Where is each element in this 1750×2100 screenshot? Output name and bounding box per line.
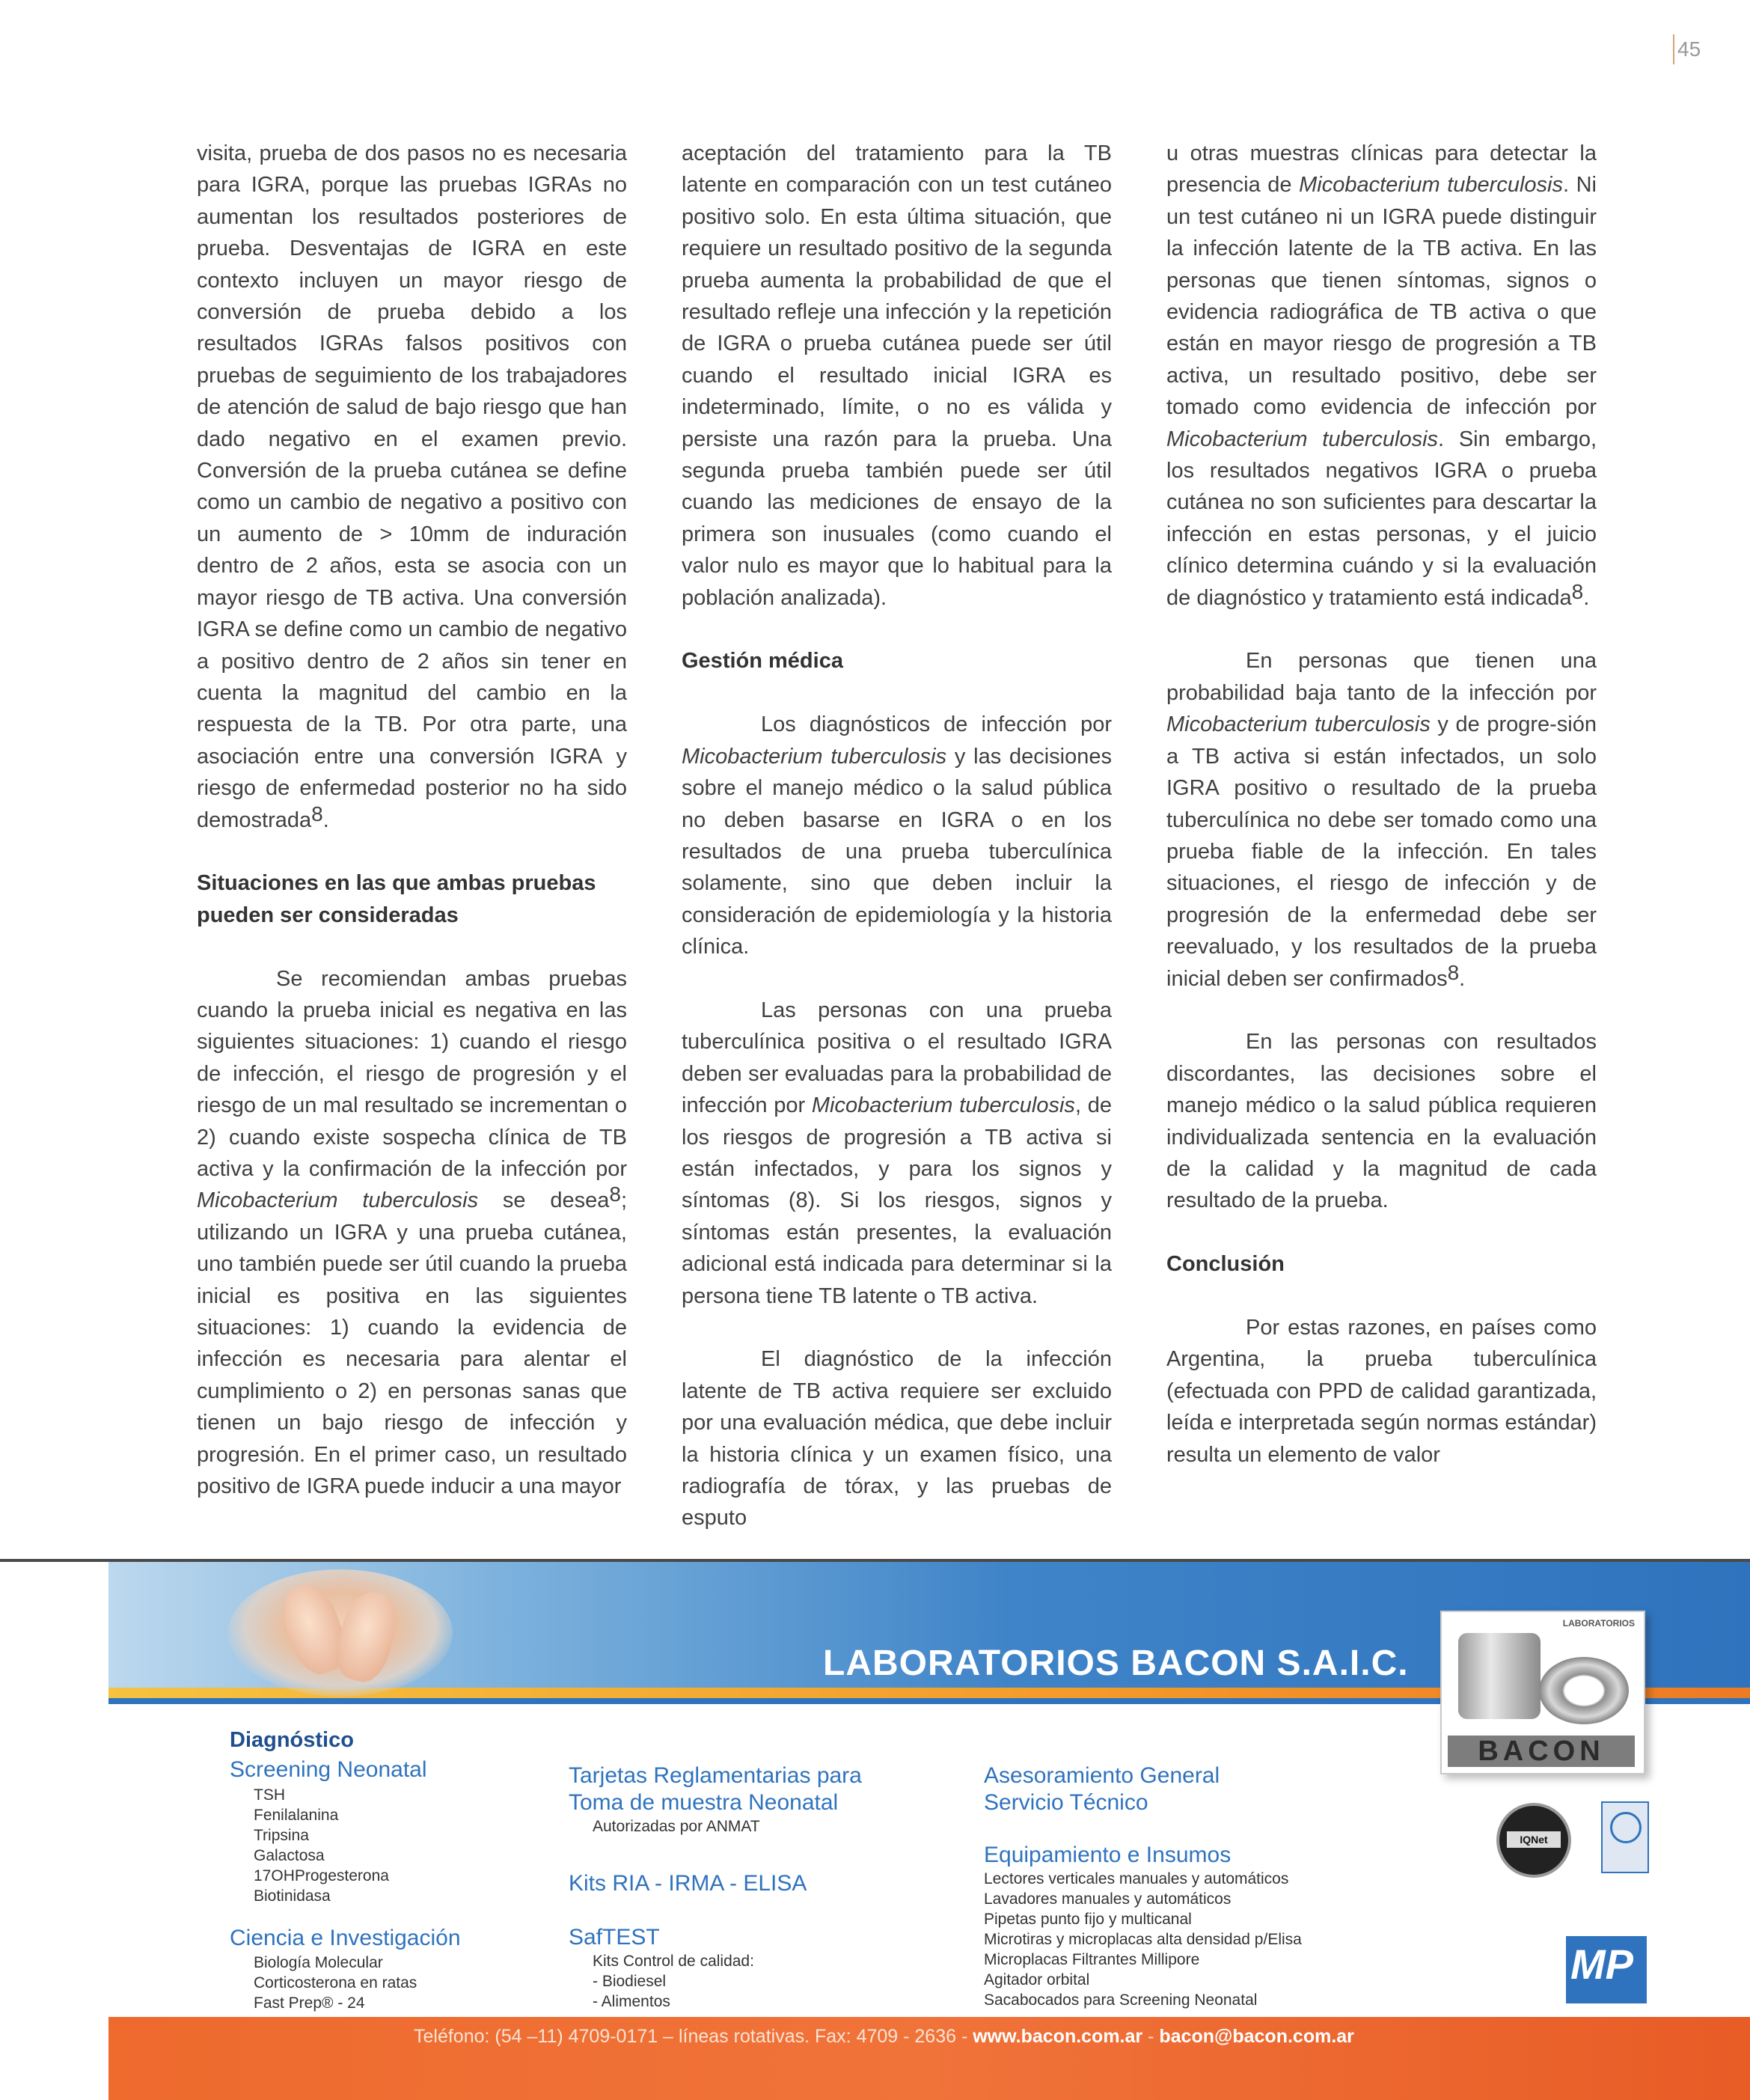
ciencia-list: [230, 1953, 417, 2013]
list-item: Agitador orbital: [984, 1971, 1090, 1988]
foot-shape: [330, 1587, 404, 1687]
certification-seal-icon: [1496, 1803, 1571, 1878]
paragraph: [682, 709, 1112, 962]
species-name: Micobacterium tuberculosis: [197, 1188, 479, 1213]
bacon-logo: [1440, 1611, 1645, 1774]
list-item: Fenilalanina: [254, 1807, 339, 1824]
species-name: Micobacterium tuberculosis: [682, 744, 947, 769]
paragraph-text: y de progre-sión a TB activa si están infectados, un solo IGRA positivo o resultado de la prueba tuberculínica no debe ser tomado como una prueba fiable de la infección. En tales situaciones, el riesgo de infección y de progresión de la enfermedad debe ser reevaluado, y los resultados de la prueba inicial deben ser confirmados: [1166, 712, 1597, 991]
list-item: Lavadores manuales y automáticos: [984, 1890, 1232, 1908]
paragraph-text: Se recomiendan ambas pruebas cuando la prueba inicial es negativa en las siguientes situaciones: 1) cuando el riesgo de infección, el riesgo de progresión y el riesgo de un mal resultado se incrementan o 2) cuando existe sospecha clínica de TB activa y la confirmación de la infección por: [197, 966, 627, 1181]
paragraph-text: visita, prueba de dos pasos no es necesaria para IGRA, porque las pruebas IGRAs no aumentan los resultados posteriores de prueba. Desventajas de IGRA en este contexto incluyen un mayor riesgo de conversión de prueba debido a los resultados IGRAs falsos positivos con pruebas de seguimiento de los trabajadores de atención de salud de bajo riesgo que han dado negativo en el examen previo. Conversión de la prueba cutánea se define como un cambio de negativo a positivo con un aumento de > 10mm de induración dentro de 2 años, esta se asocia con un mayor riesgo de TB activa. Una conversión IGRA se define como un cambio de negativo a positivo dentro de 2 años sin tener en cuenta la magnitud del cambio en la respuesta de la TB. Por otra parte, una asociación entre una conversión IGRA y riesgo de enfermedad posterior no ha sido demostrada: [197, 141, 627, 832]
saftest-list: [569, 1951, 754, 2012]
list-item: Microtiras y microplacas alta densidad p/Elisa: [984, 1931, 1302, 1948]
paragraph-text: u otras muestras clínicas para detectar la presencia de: [1166, 141, 1597, 198]
paragraph-text: ; utilizando un IGRA y una prueba cutánea, uno también puede ser útil cuando la prueba inicial es positiva en las siguientes situaciones: 1) cuando la evidencia de infección es necesaria para alentar el cumplimiento o 2) en personas sanas que tienen un bajo riesgo de infección y progresión. En el primer caso, un resultado positivo de IGRA puede inducir a una mayor: [197, 1188, 627, 1499]
column-3: [1166, 138, 1597, 1471]
list-item: Sacabocados para Screening Neonatal: [984, 1991, 1258, 2009]
list-item: Tripsina: [254, 1827, 309, 1844]
screening-list: [230, 1785, 389, 1906]
list-item: Corticosterona en ratas: [254, 1974, 417, 1991]
reference: 8: [1571, 579, 1584, 603]
paragraph: [682, 995, 1112, 1312]
ad-heading: Diagnóstico: [230, 1728, 354, 1752]
paragraph-text: En personas que tienen una probabilidad baja tanto de la infección por: [1166, 649, 1597, 705]
paragraph: Por estas razones, en países como Argentina, la prueba tuberculínica (efectuada con PPD de calidad garantizada, leída e interpretada según normas estándar) resulta un elemento de valor: [1166, 1315, 1597, 1467]
logo-can-shape: [1458, 1633, 1541, 1719]
list-item: - Alimentos: [593, 1993, 670, 2010]
paragraph: En las personas con resultados discordantes, las decisiones sobre el manejo médico o la salud pública requieren individualizada sentencia en la evaluación de la calidad y la magnitud de cada resultado de la prueba.: [1166, 1030, 1597, 1213]
paragraph: En personas que tienen una probabilidad baja tanto de la infección por Micobacterium tuberculosis y de progre-sión a TB activa si están infectados, un solo IGRA positivo o resultado de la prueba tuberculínica no debe ser tomado como una prueba fiable de la infección. En tales situaciones, el riesgo de infección y de progresión de la enfermedad debe ser reevaluado, y los resultados de la prueba inicial deben ser confirmados$^8$.: [1166, 649, 1597, 991]
seal-label: IQNet: [1507, 1831, 1561, 1848]
ad-note: Autorizadas por ANMAT: [593, 1818, 760, 1835]
mp-logo: [1566, 1936, 1647, 2003]
paragraph-text: Las personas con una prueba tuberculínica positiva o el resultado IGRA deben ser evaluadas para la probabilidad de infección por: [682, 998, 1112, 1118]
reference: 8: [311, 802, 323, 825]
reference: 8: [609, 1182, 621, 1206]
species-name: Micobacterium tuberculosis: [1299, 173, 1563, 198]
ad-subheading: Servicio Técnico: [984, 1790, 1148, 1815]
list-item: Pipetas punto fijo y multicanal: [984, 1911, 1192, 1928]
page-number: 45: [1673, 34, 1730, 64]
paragraph-text: se desea: [478, 1188, 610, 1213]
species-name: Micobacterium tuberculosis: [1166, 712, 1431, 737]
list-item: Microplacas Filtrantes Millipore: [984, 1951, 1200, 1968]
logo-caption: LABORATORIOS: [1562, 1618, 1635, 1629]
list-item: - Biodiesel: [593, 1973, 667, 1990]
list-item: Kits Control de calidad:: [593, 1953, 754, 1970]
paragraph-text: , de los riesgos de progresión a TB activa si están infectados, y para los signos y síntomas (8). Si los riesgos, signos y síntomas están presentes, la evaluación adicional está indicada para determinar si la persona tiene TB latente o TB activa.: [682, 1093, 1112, 1308]
column-2: [682, 138, 1112, 1534]
section-heading: Gestión médica: [682, 649, 843, 674]
paragraph: El diagnóstico de la infección latente de TB activa requiere ser excluido por una evaluación médica, que debe incluir la historia clínica y un examen físico, una radiografía de tórax, y las pruebas de esputo: [682, 1347, 1112, 1530]
equipment-list: [984, 1869, 1302, 2010]
list-item: Biotinidasa: [254, 1887, 331, 1905]
list-item: Biología Molecular: [254, 1954, 383, 1971]
advertisement: [108, 1562, 1750, 2100]
ad-subheading: Screening Neonatal: [230, 1757, 427, 1782]
ad-subheading: Toma de muestra Neonatal: [569, 1790, 839, 1815]
species-name: Micobacterium tuberculosis: [811, 1093, 1075, 1118]
ad-subheading: Kits RIA - IRMA - ELISA: [569, 1871, 807, 1896]
ad-subheading: Ciencia e Investigación: [230, 1926, 461, 1950]
list-item: Fast Prep® - 24: [254, 1994, 365, 2012]
column-1: [197, 138, 627, 1502]
website-link[interactable]: www.bacon.com.ar: [973, 2026, 1143, 2047]
baby-feet-image: [228, 1569, 453, 1697]
list-item: TSH: [254, 1786, 285, 1804]
ad-subheading: Asesoramiento General: [984, 1763, 1220, 1788]
email-link[interactable]: bacon@bacon.com.ar: [1159, 2026, 1354, 2047]
paragraph: aceptación del tratamiento para la TB latente en comparación con un test cutáneo positivo solo. En esta última situación, que requiere un resultado positivo de la segunda prueba aumenta la probabilidad de que el resultado refleje una infección y la repetición de IGRA o prueba cutánea puede ser útil cuando el resultado inicial IGRA es indeterminado, límite, o no es válida y persiste una razón para la prueba. Una segunda prueba también puede ser útil cuando las mediciones de ensayo de la primera son inusuales (como cuando el valor nulo es mayor que lo habitual para la población analizada).: [682, 141, 1112, 610]
ad-subheading: Equipamiento e Insumos: [984, 1843, 1232, 1867]
certification-badge-icon: [1601, 1801, 1649, 1873]
article-columns: [197, 138, 1597, 1530]
list-item: 17OHProgesterona: [254, 1867, 389, 1884]
list-item: Galactosa: [254, 1847, 325, 1864]
section-heading: Conclusión: [1166, 1252, 1285, 1277]
ad-title: LABORATORIOS BACON S.A.I.C.: [823, 1643, 1409, 1683]
phone-text: Teléfono: (54 –11) 4709-0171 – líneas rotativas. Fax: 4709 - 2636 -: [414, 2026, 973, 2047]
paragraph: visita, prueba de dos pasos no es necesaria para IGRA, porque las pruebas IGRAs no aumentan los resultados posteriores de prueba. Desventajas de IGRA en este contexto incluyen un mayor riesgo de conversión de prueba debido a los resultados IGRAs falsos positivos con pruebas de seguimiento de los trabajadores de atención de salud de bajo riesgo que han dado negativo en el examen previo. Conversión de la prueba cutánea se define como un cambio de negativo a positivo con un aumento de > 10mm de induración dentro de 2 años, esta se asocia con un mayor riesgo de TB activa. Una conversión IGRA se define como un cambio de negativo a positivo dentro de 2 años sin tener en cuenta la magnitud del cambio en la respuesta de la TB. Por otra parte, una asociación entre una conversión IGRA y riesgo de enfermedad posterior no ha sido demostrada$^8$.: [197, 141, 627, 832]
list-item: Lectores verticales manuales y automáticos: [984, 1870, 1289, 1887]
logo-ring-shape: [1539, 1657, 1629, 1724]
paragraph: [197, 963, 627, 1503]
paragraph-text: . Ni un test cutáneo ni un IGRA puede distinguir la infección latente de la TB activa. En las personas que tienen síntomas, signos o evidencia radiográfica de TB activa o que están en mayor riesgo de progresión a TB activa, un resultado positivo, debe ser tomado como evidencia de infección por: [1166, 173, 1597, 420]
ad-contact: [414, 2026, 1354, 2048]
paragraph: u otras muestras clínicas para detectar la presencia de Micobacterium tuberculosis. Ni un test cutáneo ni un IGRA puede distinguir la infección latente de la TB activa. En las personas que tienen síntomas, signos o evidencia radiográfica de TB activa o que están en mayor riesgo de progresión a TB activa, un resultado positivo, debe ser tomado como evidencia de infección por Micobacterium tuberculosis. Sin embargo, los resultados negativos IGRA o prueba cutánea no son suficientes para descartar la infección en estas personas, y el juicio clínico determina cuándo y si la evaluación de diagnóstico y tratamiento está indicada$^8$.: [1166, 141, 1597, 610]
separator: -: [1142, 2026, 1160, 2047]
paragraph-text: Los diagnósticos de infección por: [761, 712, 1112, 737]
paragraph-text: . Sin embargo, los resultados negativos IGRA o prueba cutánea no son suficientes para descartar la infección en estas personas, y el juicio clínico determina cuándo y si la evaluación de diagnóstico y tratamiento está indicada: [1166, 427, 1597, 610]
ad-subheading: SafTEST: [569, 1925, 660, 1950]
badge-circle: [1610, 1812, 1642, 1843]
reference: 8: [1447, 960, 1460, 984]
mp-logo-text: MP: [1570, 1941, 1633, 1988]
species-name: Micobacterium tuberculosis: [1166, 427, 1439, 451]
section-heading: Situaciones en las que ambas pruebas pueden ser consideradas: [197, 871, 596, 927]
paragraph-text: y las decisiones sobre el manejo médico o la salud pública no deben basarse en IGRA o en los resultados de una prueba tuberculínica solamente, sino que deben incluir la consideración de epidemiología y la historia clínica.: [682, 744, 1112, 959]
ad-subheading: Tarjetas Reglamentarias para: [569, 1763, 862, 1788]
logo-name: BACON: [1448, 1736, 1635, 1767]
